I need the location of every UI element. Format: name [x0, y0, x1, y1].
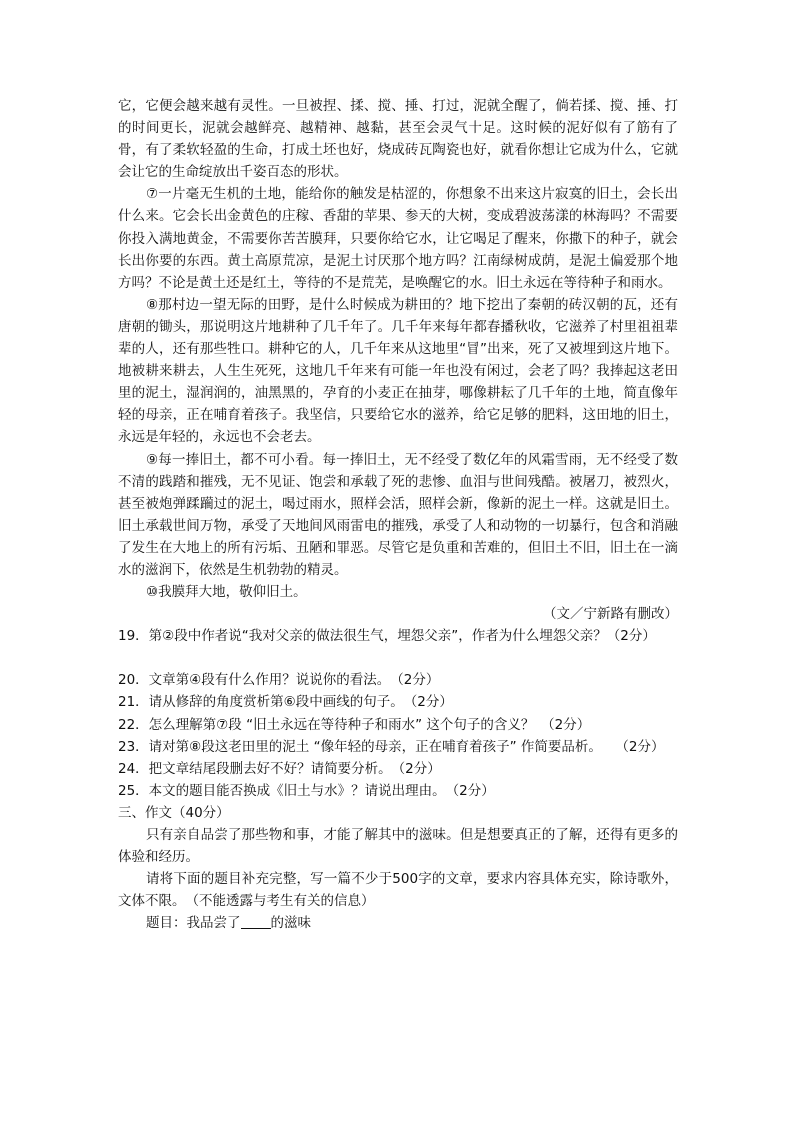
composition-heading: 三、作文（40分）	[118, 804, 230, 821]
composition-title-prefix: 题目：我品尝了	[146, 915, 241, 932]
question-22: 22．怎么理解第⑦段 “旧土永远在等待种子和雨水” 这个句子的含义？ （2分）	[118, 716, 591, 733]
composition-prompt: 只有亲自品尝了那些物和事，才能了解其中的滋味。但是想要真正的了解，还得有更多的体验和经历。	[118, 827, 678, 866]
page-content	[118, 95, 678, 934]
essay-source: （文／宁新路有删改）	[543, 606, 678, 623]
essay-paragraph-8: ⑧那村边一望无际的田野，是什么时候成为耕田的？地下挖出了秦朝的砖汉朝的瓦，还有唐朝的锄头，那说明这片地耕种了几千年了。几千年来每年都春播秋收，它滋养了村里祖祖辈辈的人，还有那些牲口。耕种它的人，几千年来从这地里“冒”出来，死了又被埋到这片地下。地被耕来耕去，人生生死死，这地几千年来有可能一年也没有闲过，会老了吗？我捧起这老田里的泥土，湿润润的，油黑黑的，孕育的小麦正在抽芽，哪像耕耘了几千年的土地，简直像年轻的母亲，正在哺育着孩子。我坚信，只要给它水的滋养，给它足够的肥料，这田地的旧土，永远是年轻的，永远也不会老去。	[118, 296, 678, 446]
answer-space	[118, 647, 678, 669]
question-21: 21．请从修辞的角度赏析第⑥段中画线的句子。 （2分）	[118, 694, 453, 711]
question-20: 20．文章第④段有什么作用？说说你的看法。 （2分）	[118, 672, 440, 689]
composition-requirements: 请将下面的题目补充完整，写一篇不少于500字的文章，要求内容具体充实，除诗歌外，文体不限。 （不能透露与考生有关的信息）	[118, 871, 678, 910]
question-25: 25．本文的题目能否换成《旧土与水》？请说出理由。 （2分）	[118, 782, 495, 799]
essay-paragraph-continued: 它，它便会越来越有灵性。一旦被捏、揉、搅、捶、打过，泥就全醒了，倘若揉、搅、捶、打的时间更长，泥就会越鲜亮、越精神、越黏，甚至会灵气十足。这时候的泥好似有了筋有了骨，有了柔软轻盈的生命，打成土坯也好，烧成砖瓦陶瓷也好，就看你想让它成为什么，它就会让它的生命绽放出千姿百态的形状。	[118, 98, 678, 181]
essay-paragraph-7: ⑦一片毫无生机的土地，能给你的触发是枯涩的，你想象不出来这片寂寞的旧土，会长出什么来。它会长出金黄色的庄稼、香甜的苹果、参天的大树，变成碧波荡漾的林海吗？不需要你投入满地黄金，不需要你苦苦膜拜，只要你给它水，让它喝足了醒来，你撒下的种子，就会长出你要的东西。黄土高原荒凉，是泥土讨厌那个地方吗？江南绿树成荫，是泥土偏爱那个地方吗？不论是黄土还是红土，等待的不是荒芜，是唤醒它的水。旧土永远在等待种子和雨水。	[118, 186, 678, 291]
essay-paragraph-10: ⑩我膜拜大地，敬仰旧土。	[146, 584, 307, 601]
composition-title	[118, 912, 678, 934]
essay-paragraph-9: ⑨每一捧旧土，都不可小看。每一捧旧土，无不经受了数亿年的风霜雪雨，无不经受了数不清的践踏和摧残，无不见证、饱尝和承载了死的悲惨、血泪与世间残酷。被屠刀，被烈火，甚至被炮弹蹂躏过的泥土，喝过雨水，照样会活，照样会新，像新的泥土一样。这就是旧土。旧土承载世间万物，承受了天地间风雨雷电的摧残，承受了人和动物的一切暴行，包含和消融了发生在大地上的所有污垢、丑陋和罪恶。尽管它是负重和苦难的，但旧土不旧，旧土在一滴水的滋润下，依然是生机勃勃的精灵。	[118, 451, 678, 578]
question-23: 23．请对第⑧段这老田里的泥土 “像年轻的母亲，正在哺育着孩子” 作简要品析。 （2分）	[118, 738, 665, 755]
question-24: 24．把文章结尾段删去好不好？请简要分析。 （2分）	[118, 760, 441, 777]
composition-title-suffix: 的滋味	[270, 915, 311, 932]
title-blank	[241, 914, 271, 929]
question-19: 19．第②段中作者说“我对父亲的做法很生气，埋怨父亲”，作者为什么埋怨父亲？（2分）	[118, 628, 656, 645]
